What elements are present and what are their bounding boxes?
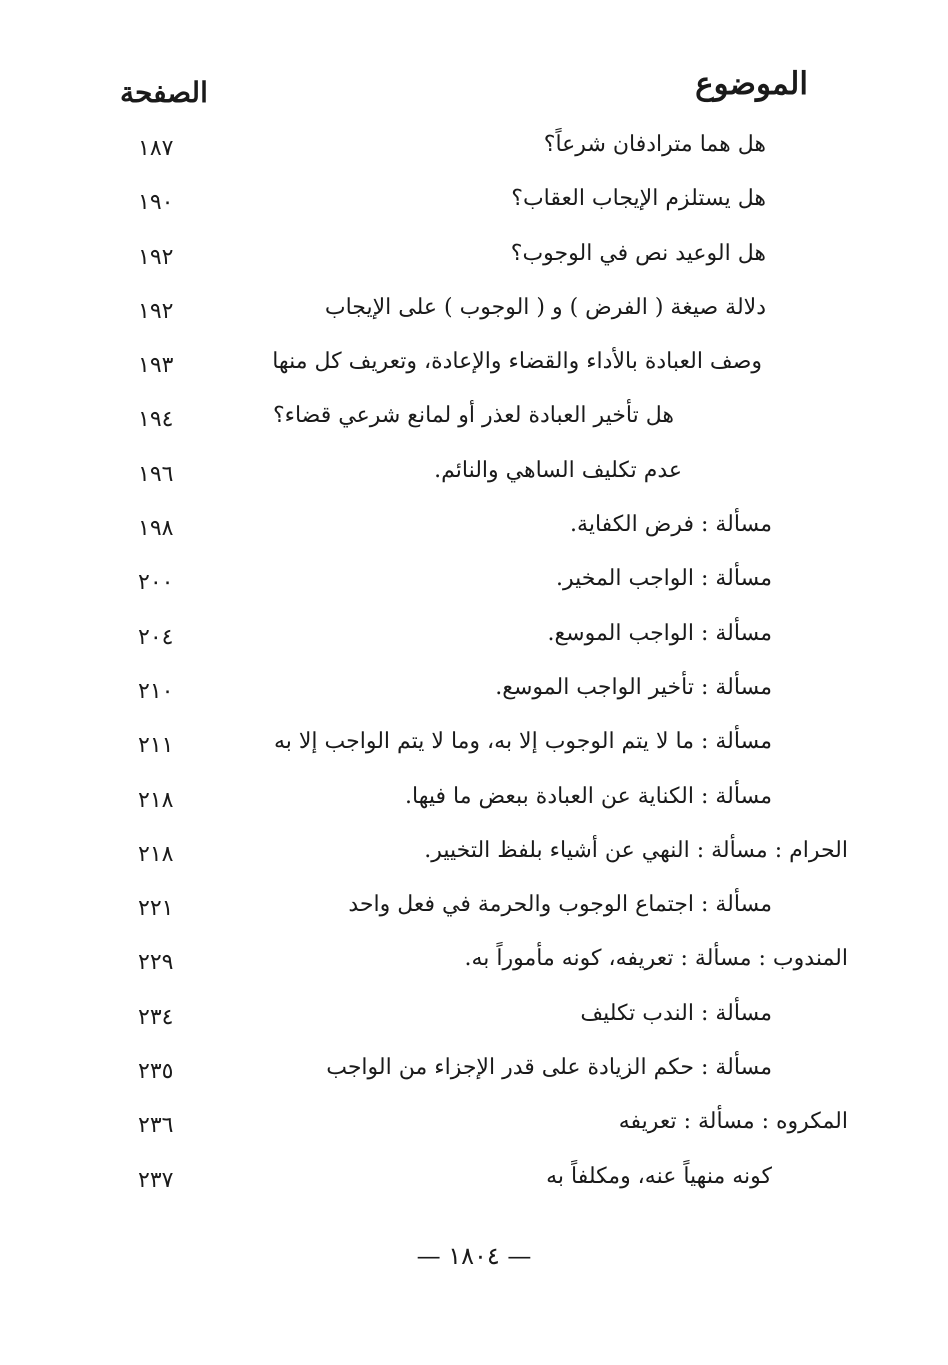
page-number-footer: — ١٨٠٤ — bbox=[416, 1242, 532, 1270]
toc-row bbox=[0, 613, 948, 667]
toc-entry-text: عدم تكليف الساهي والنائم. bbox=[434, 457, 682, 483]
page-column-header: الصفحة bbox=[120, 76, 208, 109]
toc-row bbox=[0, 993, 948, 1047]
toc-entry-page: ١٩٤ bbox=[138, 407, 174, 433]
toc-entry-page: ١٩٦ bbox=[138, 461, 174, 487]
toc-entry-text: هل هما مترادفان شرعاً؟ bbox=[543, 132, 766, 157]
toc-entry-text: مسألة : حكم الزيادة على قدر الإجزاء من الواجب bbox=[326, 1055, 772, 1081]
toc-entry-page: ٢٠٠ bbox=[138, 570, 174, 596]
toc-row bbox=[0, 341, 948, 395]
toc-row bbox=[0, 178, 948, 232]
toc-entry-page: ٢٣٥ bbox=[138, 1059, 174, 1085]
toc-entry-text: وصف العبادة بالأداء والقضاء والإعادة، وتعريف كل منها bbox=[272, 349, 762, 375]
toc-entry-text: المكروه : مسألة : تعريفه bbox=[618, 1109, 848, 1135]
toc-row bbox=[0, 504, 948, 558]
toc-entry-text: مسألة : الكناية عن العبادة ببعض ما فيها. bbox=[405, 783, 772, 809]
toc-row bbox=[0, 667, 948, 721]
toc-entry-text: مسألة : تأخير الواجب الموسع. bbox=[495, 674, 772, 700]
toc-entry-text: هل يستلزم الإيجاب العقاب؟ bbox=[511, 186, 766, 212]
toc-entry-text: مسألة : اجتماع الوجوب والحرمة في فعل واحد bbox=[348, 892, 772, 918]
toc-entry-text: مسألة : ما لا يتم الوجوب إلا به، وما لا يتم الواجب إلا به bbox=[273, 729, 772, 755]
table-of-contents bbox=[0, 124, 948, 1210]
toc-entry-text: هل الوعيد نص في الوجوب؟ bbox=[510, 240, 766, 266]
toc-row bbox=[0, 1047, 948, 1101]
toc-entry-page: ٢١١ bbox=[138, 733, 174, 759]
toc-entry-page: ٢٢١ bbox=[138, 896, 174, 922]
toc-entry-page: ٢٣٦ bbox=[138, 1113, 174, 1139]
toc-row bbox=[0, 1156, 948, 1210]
toc-row bbox=[0, 233, 948, 287]
toc-entry-page: ١٩٨ bbox=[138, 516, 174, 542]
toc-entry-page: ١٩٢ bbox=[138, 244, 174, 270]
toc-entry-page: ٢١٠ bbox=[138, 678, 174, 704]
toc-entry-page: ٢١٨ bbox=[138, 787, 174, 813]
toc-entry-text: مسألة : الواجب الموسع. bbox=[547, 620, 772, 646]
toc-entry-page: ٢٣٤ bbox=[138, 1004, 174, 1030]
table-header bbox=[0, 66, 948, 116]
toc-entry-page: ١٩٢ bbox=[138, 298, 174, 324]
toc-entry-text: الحرام : مسألة : النهي عن أشياء بلفظ التخيير. bbox=[424, 837, 848, 863]
toc-entry-page: ١٨٧ bbox=[138, 136, 174, 161]
toc-row bbox=[0, 776, 948, 830]
toc-entry-page: ١٩٠ bbox=[138, 190, 174, 216]
toc-row bbox=[0, 124, 948, 178]
toc-entry-page: ٢٢٩ bbox=[138, 950, 174, 976]
toc-entry-text: مسألة : الواجب المخير. bbox=[555, 566, 772, 592]
toc-entry-text: مسألة : فرض الكفاية. bbox=[570, 512, 772, 538]
toc-row bbox=[0, 450, 948, 504]
toc-entry-text: المندوب : مسألة : تعريفه، كونه مأموراً به. bbox=[464, 946, 848, 972]
toc-row bbox=[0, 558, 948, 612]
toc-entry-page: ١٩٣ bbox=[138, 353, 174, 379]
toc-entry-page: ٢١٨ bbox=[138, 841, 174, 867]
toc-entry-text: دلالة صيغة ( الفرض ) و ( الوجوب ) على الإيجاب bbox=[324, 294, 766, 320]
toc-entry-page: ٢٣٧ bbox=[138, 1167, 174, 1193]
toc-row bbox=[0, 830, 948, 884]
toc-row bbox=[0, 1101, 948, 1155]
toc-entry-page: ٢٠٤ bbox=[138, 624, 174, 650]
subject-column-header: الموضوع bbox=[695, 66, 808, 102]
toc-entry-text: هل تأخير العبادة لعذر أو لمانع شرعي قضاء؟ bbox=[272, 403, 674, 429]
toc-entry-text: مسألة : الندب تكليف bbox=[580, 1000, 772, 1026]
toc-entry-text: كونه منهياً عنه، ومكلفاً به bbox=[546, 1163, 772, 1189]
toc-row bbox=[0, 721, 948, 775]
toc-row bbox=[0, 884, 948, 938]
toc-row bbox=[0, 938, 948, 992]
toc-row bbox=[0, 287, 948, 341]
toc-row bbox=[0, 395, 948, 449]
